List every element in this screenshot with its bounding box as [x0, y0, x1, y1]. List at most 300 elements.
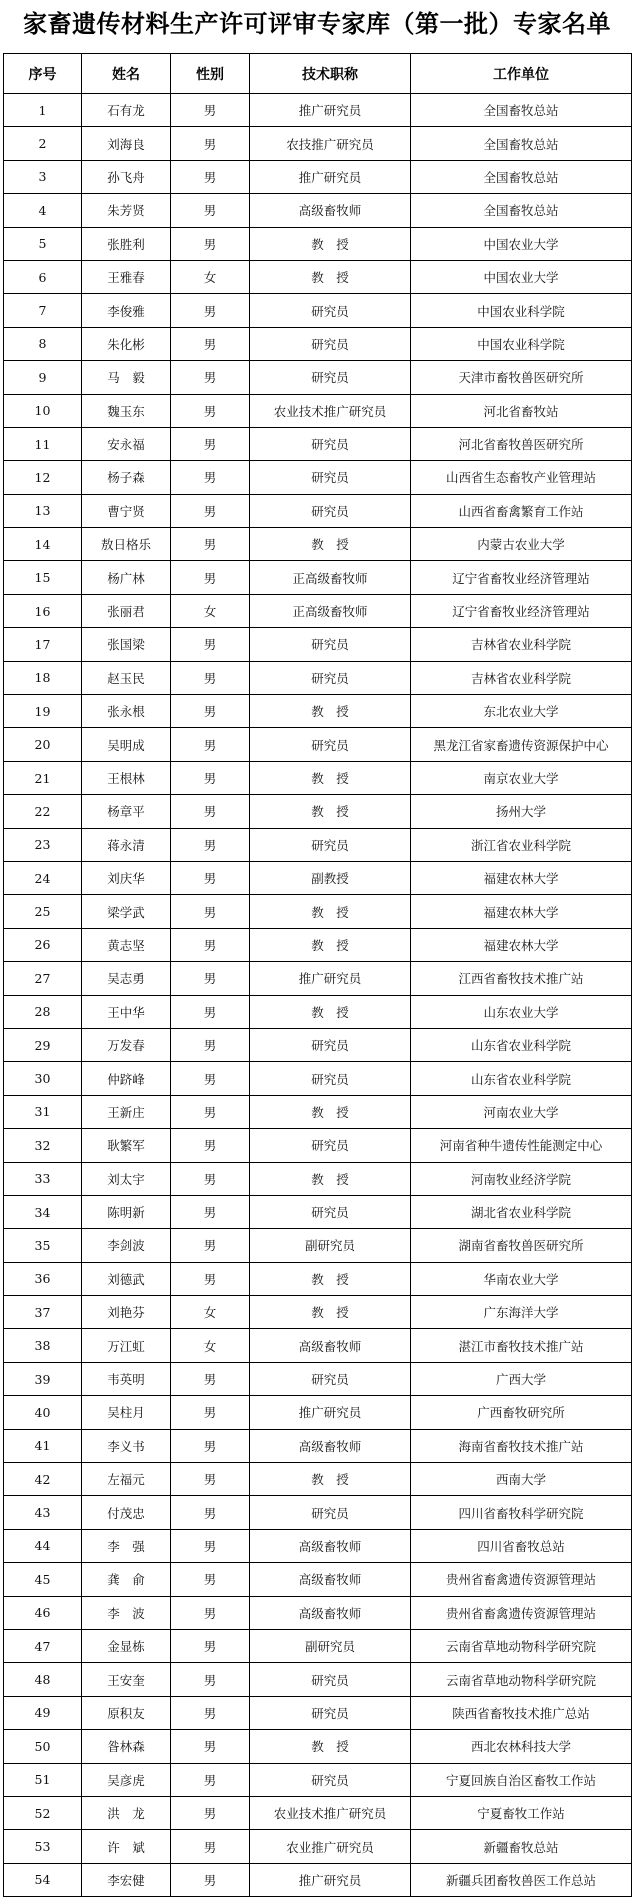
cell-title: 研究员: [250, 494, 411, 527]
cell-unit: 湖南省畜牧兽医研究所: [411, 1229, 632, 1262]
cell-unit: 海南省畜牧技术推广站: [411, 1429, 632, 1462]
cell-name: 杨广林: [82, 561, 171, 594]
cell-name: 曹宁贤: [82, 494, 171, 527]
cell-name: 万江虹: [82, 1329, 171, 1362]
table-row: [4, 1529, 632, 1562]
cell-title: 教 授: [250, 1463, 411, 1496]
cell-name: 原积友: [82, 1696, 171, 1729]
cell-no: 43: [4, 1496, 82, 1529]
cell-no: 19: [4, 695, 82, 728]
cell-no: 18: [4, 661, 82, 694]
table-row: [4, 327, 632, 360]
cell-title: 农业技术推广研究员: [250, 1796, 411, 1829]
cell-name: 王根林: [82, 761, 171, 794]
cell-gender: 男: [171, 1429, 250, 1462]
cell-gender: 男: [171, 528, 250, 561]
cell-no: 17: [4, 628, 82, 661]
cell-unit: 河北省畜牧兽医研究所: [411, 427, 632, 460]
cell-name: 万发春: [82, 1028, 171, 1061]
cell-unit: 福建农林大学: [411, 895, 632, 928]
cell-title: 教 授: [250, 528, 411, 561]
cell-name: 李剑波: [82, 1229, 171, 1262]
cell-name: 刘庆华: [82, 861, 171, 894]
cell-unit: 福建农林大学: [411, 861, 632, 894]
cell-gender: 男: [171, 728, 250, 761]
table-row: [4, 1663, 632, 1696]
table-row: [4, 861, 632, 894]
cell-name: 耿繁军: [82, 1129, 171, 1162]
cell-unit: 新疆兵团畜牧兽医工作总站: [411, 1863, 632, 1896]
cell-unit: 河南农业大学: [411, 1095, 632, 1128]
cell-gender: 男: [171, 127, 250, 160]
cell-gender: 女: [171, 260, 250, 293]
cell-gender: 男: [171, 861, 250, 894]
table-row: [4, 962, 632, 995]
cell-title: 高级畜牧师: [250, 1563, 411, 1596]
cell-no: 51: [4, 1763, 82, 1796]
cell-gender: 男: [171, 561, 250, 594]
cell-title: 教 授: [250, 761, 411, 794]
table-row: [4, 661, 632, 694]
cell-name: 吴志勇: [82, 962, 171, 995]
cell-title: 高级畜牧师: [250, 1529, 411, 1562]
cell-no: 42: [4, 1463, 82, 1496]
cell-name: 刘德武: [82, 1262, 171, 1295]
cell-title: 教 授: [250, 227, 411, 260]
cell-title: 研究员: [250, 1696, 411, 1729]
cell-unit: 天津市畜牧兽医研究所: [411, 361, 632, 394]
cell-gender: 男: [171, 1095, 250, 1128]
table-row: [4, 160, 632, 193]
cell-unit: 全国畜牧总站: [411, 127, 632, 160]
cell-title: 副研究员: [250, 1229, 411, 1262]
cell-unit: 山西省畜禽繁育工作站: [411, 494, 632, 527]
cell-title: 副教授: [250, 861, 411, 894]
cell-unit: 四川省畜牧总站: [411, 1529, 632, 1562]
cell-gender: 男: [171, 160, 250, 193]
cell-unit: 内蒙古农业大学: [411, 528, 632, 561]
cell-no: 20: [4, 728, 82, 761]
cell-title: 教 授: [250, 695, 411, 728]
cell-name: 刘太宇: [82, 1162, 171, 1195]
cell-gender: 男: [171, 1362, 250, 1395]
header-no: 序号: [4, 54, 82, 94]
cell-no: 2: [4, 127, 82, 160]
cell-no: 41: [4, 1429, 82, 1462]
cell-gender: 男: [171, 795, 250, 828]
cell-no: 27: [4, 962, 82, 995]
cell-unit: 山东省农业科学院: [411, 1028, 632, 1061]
table-row: [4, 1362, 632, 1395]
cell-title: 教 授: [250, 1162, 411, 1195]
cell-unit: 西南大学: [411, 1463, 632, 1496]
cell-no: 29: [4, 1028, 82, 1061]
cell-no: 4: [4, 194, 82, 227]
cell-no: 37: [4, 1296, 82, 1329]
table-row: [4, 1830, 632, 1863]
cell-title: 教 授: [250, 1730, 411, 1763]
cell-title: 教 授: [250, 260, 411, 293]
cell-name: 蒋永清: [82, 828, 171, 861]
cell-unit: 山东省农业科学院: [411, 1062, 632, 1095]
cell-name: 李俊雅: [82, 294, 171, 327]
cell-unit: 中国农业大学: [411, 227, 632, 260]
cell-title: 研究员: [250, 461, 411, 494]
cell-no: 45: [4, 1563, 82, 1596]
table-row: [4, 1162, 632, 1195]
cell-no: 10: [4, 394, 82, 427]
cell-unit: 扬州大学: [411, 795, 632, 828]
table-row: [4, 127, 632, 160]
table-row: [4, 761, 632, 794]
table-row: [4, 1863, 632, 1896]
cell-title: 教 授: [250, 795, 411, 828]
cell-unit: 江西省畜牧技术推广站: [411, 962, 632, 995]
cell-name: 许 斌: [82, 1830, 171, 1863]
table-header-row: [4, 54, 632, 94]
table-row: [4, 294, 632, 327]
table-row: [4, 528, 632, 561]
cell-title: 研究员: [250, 1362, 411, 1395]
table-row: [4, 561, 632, 594]
cell-name: 赵玉民: [82, 661, 171, 694]
cell-no: 39: [4, 1362, 82, 1395]
cell-unit: 全国畜牧总站: [411, 94, 632, 127]
cell-title: 教 授: [250, 1262, 411, 1295]
table-row: [4, 594, 632, 627]
cell-unit: 云南省草地动物科学研究院: [411, 1629, 632, 1662]
cell-no: 33: [4, 1162, 82, 1195]
cell-no: 8: [4, 327, 82, 360]
cell-name: 魏玉东: [82, 394, 171, 427]
cell-no: 25: [4, 895, 82, 928]
table-row: [4, 1396, 632, 1429]
cell-gender: 男: [171, 1863, 250, 1896]
cell-unit: 广东海洋大学: [411, 1296, 632, 1329]
cell-title: 正高级畜牧师: [250, 561, 411, 594]
cell-unit: 浙江省农业科学院: [411, 828, 632, 861]
cell-name: 马 毅: [82, 361, 171, 394]
cell-unit: 湛江市畜牧技术推广站: [411, 1329, 632, 1362]
table-row: [4, 1763, 632, 1796]
cell-title: 农技推广研究员: [250, 127, 411, 160]
cell-name: 王新庄: [82, 1095, 171, 1128]
cell-unit: 陕西省畜牧技术推广总站: [411, 1696, 632, 1729]
cell-title: 高级畜牧师: [250, 1429, 411, 1462]
table-row: [4, 461, 632, 494]
cell-gender: 男: [171, 962, 250, 995]
cell-no: 3: [4, 160, 82, 193]
cell-name: 陈明新: [82, 1195, 171, 1228]
cell-no: 21: [4, 761, 82, 794]
cell-gender: 男: [171, 895, 250, 928]
table-row: [4, 1730, 632, 1763]
expert-list-table: [3, 53, 632, 1897]
cell-no: 6: [4, 260, 82, 293]
table-row: [4, 394, 632, 427]
table-row: [4, 1262, 632, 1295]
cell-name: 张永根: [82, 695, 171, 728]
cell-name: 吴明成: [82, 728, 171, 761]
cell-unit: 贵州省畜禽遗传资源管理站: [411, 1596, 632, 1629]
cell-gender: 男: [171, 427, 250, 460]
cell-unit: 云南省草地动物科学研究院: [411, 1663, 632, 1696]
cell-gender: 男: [171, 327, 250, 360]
cell-gender: 男: [171, 394, 250, 427]
cell-unit: 山东农业大学: [411, 995, 632, 1028]
cell-title: 推广研究员: [250, 1396, 411, 1429]
cell-name: 吴柱月: [82, 1396, 171, 1429]
table-row: [4, 1229, 632, 1262]
cell-gender: 男: [171, 1062, 250, 1095]
cell-name: 吴彦虎: [82, 1763, 171, 1796]
cell-no: 35: [4, 1229, 82, 1262]
table-row: [4, 1496, 632, 1529]
cell-unit: 吉林省农业科学院: [411, 628, 632, 661]
cell-no: 12: [4, 461, 82, 494]
cell-no: 1: [4, 94, 82, 127]
cell-name: 金显栋: [82, 1629, 171, 1662]
table-row: [4, 928, 632, 961]
cell-gender: 男: [171, 1563, 250, 1596]
cell-name: 李宏健: [82, 1863, 171, 1896]
cell-unit: 广西大学: [411, 1362, 632, 1395]
table-row: [4, 895, 632, 928]
cell-gender: 男: [171, 1629, 250, 1662]
cell-title: 研究员: [250, 327, 411, 360]
cell-title: 研究员: [250, 828, 411, 861]
cell-unit: 宁夏畜牧工作站: [411, 1796, 632, 1829]
cell-title: 高级畜牧师: [250, 194, 411, 227]
cell-no: 7: [4, 294, 82, 327]
cell-unit: 南京农业大学: [411, 761, 632, 794]
cell-title: 高级畜牧师: [250, 1596, 411, 1629]
cell-name: 孙飞舟: [82, 160, 171, 193]
header-gender: 性别: [171, 54, 250, 94]
cell-gender: 男: [171, 1663, 250, 1696]
cell-gender: 女: [171, 1329, 250, 1362]
table-row: [4, 1429, 632, 1462]
cell-name: 朱芳贤: [82, 194, 171, 227]
table-row: [4, 795, 632, 828]
cell-title: 研究员: [250, 1195, 411, 1228]
cell-gender: 男: [171, 1730, 250, 1763]
cell-name: 昝林森: [82, 1730, 171, 1763]
cell-name: 韦英明: [82, 1362, 171, 1395]
table-body: [4, 94, 632, 1897]
cell-unit: 全国畜牧总站: [411, 160, 632, 193]
cell-unit: 广西畜牧研究所: [411, 1396, 632, 1429]
document-title: 家畜遗传材料生产许可评审专家库（第一批）专家名单: [23, 10, 611, 38]
cell-name: 李 强: [82, 1529, 171, 1562]
cell-unit: 中国农业科学院: [411, 327, 632, 360]
cell-title: 研究员: [250, 1129, 411, 1162]
table-row: [4, 1296, 632, 1329]
cell-name: 李义书: [82, 1429, 171, 1462]
cell-name: 左福元: [82, 1463, 171, 1496]
cell-title: 研究员: [250, 728, 411, 761]
cell-title: 研究员: [250, 361, 411, 394]
cell-no: 48: [4, 1663, 82, 1696]
cell-gender: 男: [171, 1596, 250, 1629]
cell-unit: 河南省种牛遗传性能测定中心: [411, 1129, 632, 1162]
cell-gender: 男: [171, 828, 250, 861]
cell-title: 研究员: [250, 1663, 411, 1696]
cell-gender: 男: [171, 227, 250, 260]
cell-title: 正高级畜牧师: [250, 594, 411, 627]
cell-unit: 辽宁省畜牧业经济管理站: [411, 594, 632, 627]
header-unit: 工作单位: [411, 54, 632, 94]
cell-name: 黄志坚: [82, 928, 171, 961]
cell-name: 安永福: [82, 427, 171, 460]
cell-name: 王中华: [82, 995, 171, 1028]
header-name: 姓名: [82, 54, 171, 94]
cell-unit: 河北省畜牧站: [411, 394, 632, 427]
cell-gender: 男: [171, 1129, 250, 1162]
table-row: [4, 1596, 632, 1629]
cell-no: 32: [4, 1129, 82, 1162]
cell-title: 教 授: [250, 1296, 411, 1329]
cell-gender: 男: [171, 1763, 250, 1796]
cell-title: 教 授: [250, 995, 411, 1028]
cell-no: 49: [4, 1696, 82, 1729]
cell-no: 14: [4, 528, 82, 561]
cell-unit: 中国农业大学: [411, 260, 632, 293]
cell-unit: 湖北省农业科学院: [411, 1195, 632, 1228]
cell-name: 王雅春: [82, 260, 171, 293]
cell-gender: 男: [171, 461, 250, 494]
cell-name: 张胜利: [82, 227, 171, 260]
cell-name: 石有龙: [82, 94, 171, 127]
cell-gender: 男: [171, 494, 250, 527]
cell-gender: 男: [171, 1463, 250, 1496]
cell-title: 研究员: [250, 427, 411, 460]
cell-unit: 福建农林大学: [411, 928, 632, 961]
cell-unit: 四川省畜牧科学研究院: [411, 1496, 632, 1529]
cell-name: 刘艳芬: [82, 1296, 171, 1329]
cell-gender: 男: [171, 1262, 250, 1295]
cell-name: 杨章平: [82, 795, 171, 828]
cell-no: 50: [4, 1730, 82, 1763]
cell-gender: 女: [171, 594, 250, 627]
cell-title: 农业推广研究员: [250, 1830, 411, 1863]
cell-title: 研究员: [250, 628, 411, 661]
cell-gender: 男: [171, 761, 250, 794]
table-row: [4, 1563, 632, 1596]
cell-no: 54: [4, 1863, 82, 1896]
table-row: [4, 695, 632, 728]
cell-no: 9: [4, 361, 82, 394]
cell-title: 研究员: [250, 1496, 411, 1529]
cell-no: 38: [4, 1329, 82, 1362]
cell-name: 仲跻峰: [82, 1062, 171, 1095]
cell-no: 5: [4, 227, 82, 260]
cell-title: 研究员: [250, 661, 411, 694]
table-row: [4, 227, 632, 260]
table-row: [4, 1028, 632, 1061]
cell-title: 农业技术推广研究员: [250, 394, 411, 427]
table-row: [4, 1796, 632, 1829]
table-row: [4, 94, 632, 127]
cell-title: 研究员: [250, 1763, 411, 1796]
cell-name: 龚 俞: [82, 1563, 171, 1596]
cell-gender: 男: [171, 1028, 250, 1061]
cell-title: 教 授: [250, 928, 411, 961]
cell-name: 洪 龙: [82, 1796, 171, 1829]
cell-gender: 男: [171, 1529, 250, 1562]
cell-unit: 河南牧业经济学院: [411, 1162, 632, 1195]
table-row: [4, 628, 632, 661]
cell-unit: 宁夏回族自治区畜牧工作站: [411, 1763, 632, 1796]
cell-name: 梁学武: [82, 895, 171, 928]
cell-name: 刘海良: [82, 127, 171, 160]
cell-unit: 山西省生态畜牧产业管理站: [411, 461, 632, 494]
cell-no: 16: [4, 594, 82, 627]
table-row: [4, 1629, 632, 1662]
table-row: [4, 1129, 632, 1162]
cell-no: 11: [4, 427, 82, 460]
cell-gender: 男: [171, 1396, 250, 1429]
table-row: [4, 427, 632, 460]
cell-gender: 男: [171, 194, 250, 227]
cell-gender: 男: [171, 1496, 250, 1529]
cell-no: 40: [4, 1396, 82, 1429]
cell-unit: 东北农业大学: [411, 695, 632, 728]
cell-name: 张丽君: [82, 594, 171, 627]
cell-title: 推广研究员: [250, 1863, 411, 1896]
cell-title: 推广研究员: [250, 962, 411, 995]
cell-title: 高级畜牧师: [250, 1329, 411, 1362]
cell-no: 46: [4, 1596, 82, 1629]
cell-title: 推广研究员: [250, 94, 411, 127]
cell-gender: 男: [171, 1830, 250, 1863]
cell-unit: 黑龙江省家畜遗传资源保护中心: [411, 728, 632, 761]
table-row: [4, 1062, 632, 1095]
cell-unit: 中国农业科学院: [411, 294, 632, 327]
cell-name: 王安奎: [82, 1663, 171, 1696]
table-row: [4, 1329, 632, 1362]
cell-name: 杨子森: [82, 461, 171, 494]
cell-title: 研究员: [250, 294, 411, 327]
cell-title: 推广研究员: [250, 160, 411, 193]
table-row: [4, 494, 632, 527]
cell-no: 44: [4, 1529, 82, 1562]
cell-no: 13: [4, 494, 82, 527]
table-row: [4, 1195, 632, 1228]
cell-gender: 男: [171, 661, 250, 694]
cell-name: 朱化彬: [82, 327, 171, 360]
cell-gender: 男: [171, 1696, 250, 1729]
cell-unit: 华南农业大学: [411, 1262, 632, 1295]
cell-gender: 男: [171, 294, 250, 327]
cell-name: 张国梁: [82, 628, 171, 661]
cell-gender: 男: [171, 628, 250, 661]
cell-unit: 贵州省畜禽遗传资源管理站: [411, 1563, 632, 1596]
cell-no: 30: [4, 1062, 82, 1095]
cell-gender: 男: [171, 94, 250, 127]
cell-no: 24: [4, 861, 82, 894]
cell-gender: 男: [171, 695, 250, 728]
cell-gender: 女: [171, 1296, 250, 1329]
cell-title: 副研究员: [250, 1629, 411, 1662]
table-row: [4, 995, 632, 1028]
cell-gender: 男: [171, 1162, 250, 1195]
cell-title: 研究员: [250, 1028, 411, 1061]
cell-title: 教 授: [250, 895, 411, 928]
cell-no: 22: [4, 795, 82, 828]
cell-no: 28: [4, 995, 82, 1028]
table-row: [4, 828, 632, 861]
